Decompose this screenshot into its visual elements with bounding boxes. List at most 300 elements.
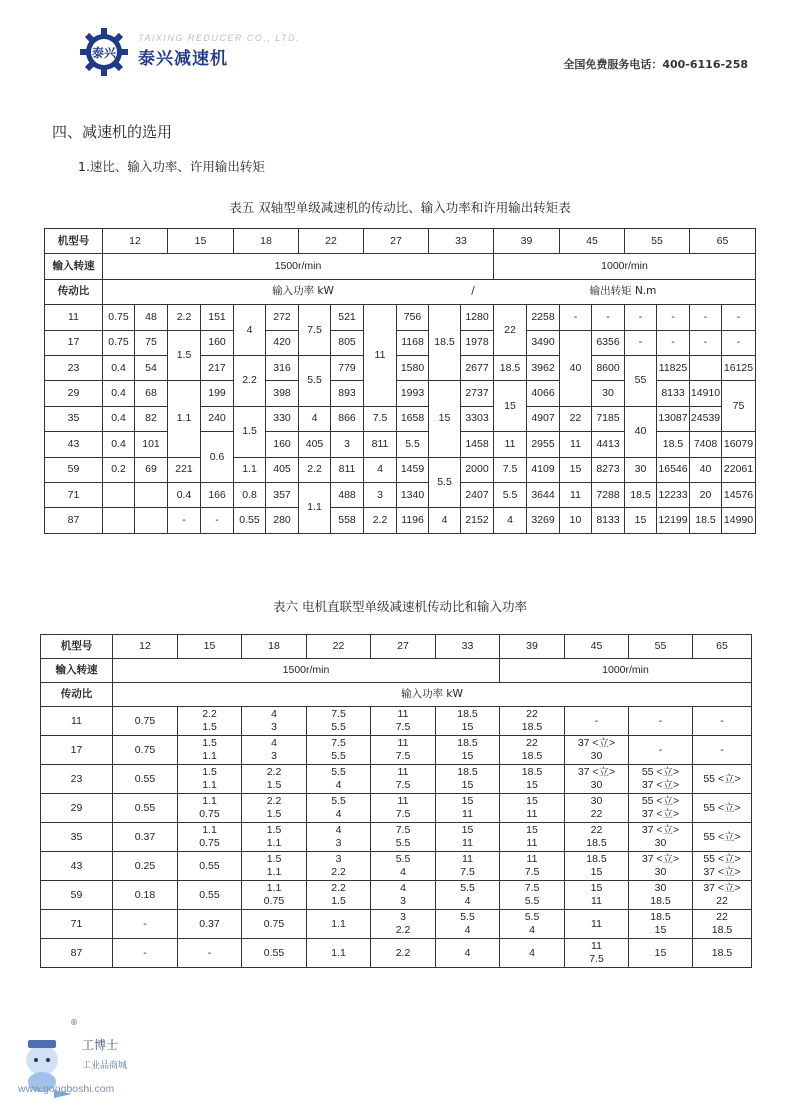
table5-torque-cell: 14576 bbox=[722, 482, 756, 507]
table6-power-cell bbox=[436, 939, 500, 968]
table6-power-value: 30 bbox=[654, 837, 667, 849]
table5-power-cell: 15 bbox=[494, 381, 527, 432]
table5-torque-cell: 488 bbox=[331, 482, 364, 507]
table5-torque-cell: 16546 bbox=[657, 457, 690, 482]
table6-power-value: 0.75 bbox=[134, 714, 156, 727]
table6-power-value: 5.5 bbox=[331, 721, 346, 733]
table6-power-cell bbox=[178, 939, 242, 968]
table6-power-cell bbox=[178, 910, 242, 939]
table6-power-cell bbox=[113, 939, 178, 968]
table6-power-cell bbox=[178, 765, 242, 794]
table5-torque-cell: - bbox=[722, 305, 756, 330]
table6-model-label: 机型号 bbox=[41, 635, 113, 659]
table6-power-value: 22 bbox=[716, 895, 728, 907]
table5-torque-cell: - bbox=[722, 330, 756, 355]
table6-power-cell bbox=[307, 852, 371, 881]
table5-model-header: 12 bbox=[103, 229, 168, 254]
table6-power-value: 7.5 bbox=[395, 750, 411, 762]
table5-power-cell: - bbox=[625, 330, 657, 355]
table6-power-value: 11 bbox=[526, 808, 538, 820]
table6-power-cell bbox=[693, 736, 752, 765]
table6-power-value: - bbox=[658, 743, 663, 756]
table6-power-cell bbox=[307, 939, 371, 968]
table5-torque-cell: 2407 bbox=[461, 482, 494, 507]
table5-power-cell: 22 bbox=[560, 406, 592, 431]
table6-power-value: 22 bbox=[590, 824, 603, 836]
table6-power-value: 5.5 bbox=[524, 895, 540, 907]
table5-power-cell: - bbox=[690, 305, 722, 330]
table6-power-value: 15 bbox=[654, 946, 667, 959]
table5-power-cell: 2.2 bbox=[364, 508, 397, 533]
table6-power-cell bbox=[500, 707, 565, 736]
table5-torque-cell: 4066 bbox=[527, 381, 560, 406]
table6-power-value: 0.55 bbox=[199, 859, 220, 872]
table5-torque-cell: 160 bbox=[266, 432, 299, 457]
table5-speed-1000: 1000r/min bbox=[494, 254, 756, 279]
table6-power-value: 5.5 bbox=[460, 911, 475, 923]
table5-model-header: 39 bbox=[494, 229, 560, 254]
table6-ratio-header-row bbox=[41, 683, 752, 707]
table6-power-cell bbox=[371, 910, 436, 939]
table6-power-value: 22 bbox=[590, 808, 603, 820]
table6-power-cell bbox=[436, 852, 500, 881]
brand-english-name: TAIXING REDUCER CO., LTD. bbox=[138, 33, 301, 43]
table5-torque-cell: 2677 bbox=[461, 355, 494, 380]
table6-power-value: 55 <立> bbox=[703, 830, 741, 843]
table5-torque-cell: 316 bbox=[266, 355, 299, 380]
table-row bbox=[41, 910, 752, 939]
table6-power-cell bbox=[371, 852, 436, 881]
table5-torque-cell: 199 bbox=[201, 381, 234, 406]
table5-power-cell bbox=[690, 355, 722, 380]
table6-model-header: 39 bbox=[500, 635, 565, 659]
table6-power-value: 5.5 bbox=[331, 766, 346, 778]
table5-power-cell: 40 bbox=[690, 457, 722, 482]
table6-power-value: 5.5 bbox=[460, 882, 475, 894]
table6-power-cell bbox=[693, 823, 752, 852]
table5-torque-cell: 811 bbox=[331, 457, 364, 482]
table6-power-value: 11 bbox=[397, 708, 409, 720]
table6-power-cell bbox=[629, 736, 693, 765]
table5-torque-cell: 756 bbox=[397, 305, 429, 330]
table6-power-value: 4 bbox=[400, 866, 406, 878]
table5-ratio-cell: 17 bbox=[45, 330, 103, 355]
table6-power-cell bbox=[500, 852, 565, 881]
table5-power-torque-header bbox=[103, 279, 756, 304]
table6-model-header: 27 bbox=[371, 635, 436, 659]
table5-power-cell: - bbox=[560, 305, 592, 330]
table6-power-cell bbox=[629, 794, 693, 823]
table6-power-value: 37 <立> bbox=[641, 824, 680, 836]
table6-power-cell bbox=[693, 939, 752, 968]
table6-power-value: 55 <立> bbox=[641, 766, 680, 778]
table5-slash: / bbox=[471, 285, 475, 298]
table6-power-value: 0.25 bbox=[134, 859, 156, 872]
table5-power-cell: 2.2 bbox=[299, 457, 331, 482]
table6-power-cell bbox=[113, 794, 178, 823]
table6-power-cell bbox=[436, 910, 500, 939]
table5-power-cell: 11 bbox=[364, 305, 397, 407]
table6-power-value: 1.5 bbox=[266, 824, 282, 836]
table6-power-value: 18.5 bbox=[457, 737, 478, 749]
table5-power-cell: 30 bbox=[592, 381, 625, 406]
table-row bbox=[41, 794, 752, 823]
table6-power-value: 7.5 bbox=[395, 824, 411, 836]
table6-power-value: 37 <立> bbox=[577, 737, 616, 749]
table6-power-cell bbox=[371, 765, 436, 794]
subsection-title: 1.速比、输入功率、许用输出转矩 bbox=[78, 159, 265, 174]
table-row bbox=[41, 823, 752, 852]
table5-torque-cell: 2258 bbox=[527, 305, 560, 330]
table6-power-value: 18.5 bbox=[586, 853, 607, 865]
table6-power-cell bbox=[371, 736, 436, 765]
table5-torque-cell: - bbox=[201, 508, 234, 533]
table6-power-value: 22 bbox=[716, 911, 728, 923]
table6-power-value: 15 bbox=[526, 824, 538, 836]
table5-power-cell: 0.4 bbox=[103, 406, 135, 431]
table5-power-cell: 55 bbox=[625, 355, 657, 406]
table6 bbox=[40, 634, 752, 968]
table5-torque-cell: 221 bbox=[168, 457, 201, 482]
table6-power-value: 1.5 bbox=[266, 808, 282, 820]
table-row bbox=[45, 305, 756, 330]
table6-power-value: 11 bbox=[462, 808, 473, 820]
table6-power-value: 37 <立> bbox=[641, 853, 680, 865]
table6-power-cell bbox=[629, 765, 693, 794]
table6-power-cell bbox=[113, 910, 178, 939]
table6-power-value: 37 <立> bbox=[703, 882, 741, 894]
table6-power-cell bbox=[436, 881, 500, 910]
table6-power-cell bbox=[500, 765, 565, 794]
table6-power-value: 3 bbox=[271, 750, 277, 762]
table5-caption: 表五 双轴型单级减速机的传动比、输入功率和许用输出转矩表 bbox=[229, 200, 571, 215]
table6-power-cell bbox=[178, 707, 242, 736]
table6-power-value: 15 bbox=[590, 882, 603, 894]
table6-ratio-cell: 23 bbox=[41, 765, 113, 794]
table6-speed-row bbox=[41, 659, 752, 683]
table5-torque-cell bbox=[135, 482, 168, 507]
table6-power-value: 18.5 bbox=[521, 766, 543, 778]
table5-torque-cell: 1993 bbox=[397, 381, 429, 406]
table6-power-cell bbox=[242, 881, 307, 910]
table6-power-value: 7.5 bbox=[524, 882, 540, 894]
table6-power-cell bbox=[307, 794, 371, 823]
table6-power-cell bbox=[371, 939, 436, 968]
table6-model-row bbox=[41, 635, 752, 659]
table6-power-value: 2.2 bbox=[331, 866, 346, 878]
table5-power-cell: 18.5 bbox=[494, 355, 527, 380]
table6-power-value: 15 bbox=[526, 779, 538, 791]
table6-power-value: 15 bbox=[461, 795, 474, 807]
table5-power-cell: 2.2 bbox=[168, 305, 201, 330]
table5-torque-cell: - bbox=[657, 330, 690, 355]
table5-model-row bbox=[45, 229, 756, 254]
table6-power-cell bbox=[307, 881, 371, 910]
table6-power-value: 4 bbox=[271, 737, 277, 749]
table6-power-value: 5.5 bbox=[331, 795, 346, 807]
table6-power-value: 0.37 bbox=[134, 830, 156, 843]
table5-torque-cell bbox=[135, 508, 168, 533]
table6-power-cell bbox=[629, 910, 693, 939]
table6-power-value: 0.75 bbox=[199, 837, 220, 849]
table5-ratio-cell: 71 bbox=[45, 482, 103, 507]
table6-power-cell bbox=[113, 852, 178, 881]
table6-power-cell bbox=[242, 794, 307, 823]
table6-power-value: 2.2 bbox=[266, 766, 282, 778]
table6-power-cell bbox=[436, 736, 500, 765]
table6-power-value: 1.5 bbox=[202, 766, 217, 778]
table6-power-value: 18.5 bbox=[521, 721, 543, 733]
table5-model-header: 65 bbox=[690, 229, 756, 254]
table5-power-cell: 0.55 bbox=[234, 508, 266, 533]
table5-torque-cell: 330 bbox=[266, 406, 299, 431]
table6-power-value: 1.1 bbox=[266, 837, 282, 849]
table6-power-value: 1.5 bbox=[202, 721, 217, 733]
table5-power-cell: 40 bbox=[625, 406, 657, 457]
table5-power-cell: - bbox=[690, 330, 722, 355]
table5-power-cell: 0.75 bbox=[103, 330, 135, 355]
table6-power-cell bbox=[242, 736, 307, 765]
table6-power-cell bbox=[371, 823, 436, 852]
table5-torque-cell: 779 bbox=[331, 355, 364, 380]
page-header bbox=[0, 0, 800, 90]
table5-torque-cell: 558 bbox=[331, 508, 364, 533]
table6-ratio-cell: 59 bbox=[41, 881, 113, 910]
table6-power-cell bbox=[565, 939, 629, 968]
table5-power-cell: 3 bbox=[364, 482, 397, 507]
table6-model-header: 65 bbox=[693, 635, 752, 659]
table5-ratio-cell: 87 bbox=[45, 508, 103, 533]
table6-power-cell bbox=[113, 765, 178, 794]
table5-torque-cell: 4109 bbox=[527, 457, 560, 482]
table6-power-value: 5.5 bbox=[524, 911, 540, 923]
table6-power-value: 7.5 bbox=[460, 866, 475, 878]
table6-power-value: 11 bbox=[526, 837, 538, 849]
table-row bbox=[41, 939, 752, 968]
watermark-sub: 工业品商城 bbox=[82, 1061, 128, 1071]
table5-power-cell bbox=[103, 482, 135, 507]
table5-power-cell: 2.2 bbox=[234, 355, 266, 406]
table5-torque-cell: - bbox=[592, 305, 625, 330]
table6-power-value: 2.2 bbox=[331, 882, 346, 894]
table5-power-cell: 0.4 bbox=[168, 482, 201, 507]
table6-power-cell bbox=[565, 881, 629, 910]
table6-power-cell bbox=[178, 881, 242, 910]
table6-power-cell bbox=[113, 736, 178, 765]
table5-torque-cell: 2955 bbox=[527, 432, 560, 457]
table-row bbox=[45, 508, 756, 533]
table6-power-cell bbox=[693, 707, 752, 736]
table5-torque-cell: 1196 bbox=[397, 508, 429, 533]
table5-torque-cell: 1168 bbox=[397, 330, 429, 355]
table5-torque-cell: 521 bbox=[331, 305, 364, 330]
table6-power-cell bbox=[242, 939, 307, 968]
table5-torque-cell: 280 bbox=[266, 508, 299, 533]
table6-power-value: 1.1 bbox=[266, 866, 282, 878]
table5-torque-cell: 82 bbox=[135, 406, 168, 431]
table6-power-value: 4 bbox=[335, 779, 342, 791]
table6-power-value: 30 bbox=[590, 795, 603, 807]
table5-model-header: 18 bbox=[234, 229, 299, 254]
table6-power-value: - bbox=[720, 714, 724, 727]
table5-torque-cell: 7288 bbox=[592, 482, 625, 507]
table6-power-value: 18.5 bbox=[711, 924, 733, 936]
table5-power-cell: 1.1 bbox=[299, 482, 331, 533]
table6-power-value: 2.2 bbox=[202, 708, 217, 720]
table6-power-value: 30 bbox=[590, 750, 603, 762]
table6-power-value: 1.1 bbox=[266, 882, 282, 894]
table5-torque-cell: 1458 bbox=[461, 432, 494, 457]
table5-power-cell: 0.4 bbox=[103, 355, 135, 380]
table6-power-value: 0.75 bbox=[134, 743, 156, 756]
table5-ratio-label: 传动比 bbox=[45, 279, 103, 304]
table6-power-value: 18.5 bbox=[457, 708, 478, 720]
table6-power-value: 3 bbox=[271, 721, 277, 733]
table5-torque-cell: 272 bbox=[266, 305, 299, 330]
table5-power-cell: - bbox=[168, 508, 201, 533]
table5-torque-cell: 11825 bbox=[657, 355, 690, 380]
table6-power-value: 3 bbox=[335, 853, 342, 865]
table5-torque-cell: 1340 bbox=[397, 482, 429, 507]
table5-torque-cell: 13087 bbox=[657, 406, 690, 431]
table6-power-value: 5.5 bbox=[395, 853, 411, 865]
table5-torque-cell: - bbox=[657, 305, 690, 330]
table6-power-value: - bbox=[143, 917, 147, 930]
table5-torque-cell: 3269 bbox=[527, 508, 560, 533]
table6-power-cell bbox=[500, 736, 565, 765]
table5-power-cell: 4 bbox=[494, 508, 527, 533]
table6-ratio-cell: 17 bbox=[41, 736, 113, 765]
table6-power-value: 18.5 bbox=[650, 911, 671, 923]
table5-power-cell: 15 bbox=[429, 381, 461, 457]
table5-torque-cell: 7185 bbox=[592, 406, 625, 431]
table6-power-value: 0.37 bbox=[199, 917, 220, 930]
table6-power-cell bbox=[565, 852, 629, 881]
table5-torque-cell: 2737 bbox=[461, 381, 494, 406]
table6-power-value: 0.18 bbox=[134, 888, 156, 901]
table5-power-cell: 0.6 bbox=[201, 432, 234, 483]
table5-model-header: 27 bbox=[364, 229, 429, 254]
table5-power-cell: - bbox=[625, 305, 657, 330]
table5-power-cell: 11 bbox=[560, 432, 592, 457]
table6-power-value: 37 <立> bbox=[641, 808, 680, 820]
table6-power-value: 1.5 bbox=[202, 737, 217, 749]
table6-power-cell bbox=[629, 823, 693, 852]
table5-torque-cell: 893 bbox=[331, 381, 364, 406]
table-row bbox=[41, 736, 752, 765]
table6-power-cell bbox=[629, 881, 693, 910]
table6-model-header: 33 bbox=[436, 635, 500, 659]
table5-power-cell: 11 bbox=[494, 432, 527, 457]
table5-power-cell: 5.5 bbox=[397, 432, 429, 457]
table5-power-cell: 0.2 bbox=[103, 457, 135, 482]
table6-power-value: 0.55 bbox=[199, 888, 220, 901]
table6-power-value: 4 bbox=[529, 924, 535, 936]
table5-power-cell: 0.4 bbox=[103, 381, 135, 406]
table6-power-value: 18.5 bbox=[586, 837, 607, 849]
table5-torque-cell: 75 bbox=[135, 330, 168, 355]
table6-power-value: - bbox=[594, 714, 599, 727]
table6-power-value: 7.5 bbox=[395, 721, 411, 733]
table5-ratio-cell: 11 bbox=[45, 305, 103, 330]
table5-power-cell: 4 bbox=[429, 508, 461, 533]
table5-model-header: 55 bbox=[625, 229, 690, 254]
table6-power-cell bbox=[565, 707, 629, 736]
table6-power-value: 18.5 bbox=[650, 895, 671, 907]
section-title: 四、减速机的选用 bbox=[52, 123, 173, 141]
table5-model-label: 机型号 bbox=[45, 229, 103, 254]
table6-power-cell bbox=[436, 823, 500, 852]
table6-power-cell bbox=[693, 881, 752, 910]
table5-power-cell: 15 bbox=[560, 457, 592, 482]
table6-power-value: 11 bbox=[591, 917, 602, 930]
table6-power-value: 1.1 bbox=[331, 946, 346, 959]
table5-power-cell: 0.8 bbox=[234, 482, 266, 507]
table6-power-cell bbox=[307, 910, 371, 939]
table6-power-value: 4 bbox=[335, 824, 342, 836]
gear-logo-icon bbox=[78, 26, 130, 78]
table6-power-cell bbox=[693, 852, 752, 881]
table6-power-value: 55 <立> bbox=[703, 801, 741, 814]
table6-power-value: 1.1 bbox=[202, 750, 217, 762]
table6-power-cell bbox=[436, 707, 500, 736]
table5-model-header: 45 bbox=[560, 229, 625, 254]
table5-power-cell: 20 bbox=[690, 482, 722, 507]
table5-torque-cell: 54 bbox=[135, 355, 168, 380]
table6-power-value: 11 bbox=[397, 795, 409, 807]
table-row bbox=[45, 330, 756, 355]
table5-torque-cell: 7408 bbox=[690, 432, 722, 457]
table6-power-cell bbox=[307, 707, 371, 736]
table5-power-cell: 1.1 bbox=[234, 457, 266, 482]
table6-power-value: 15 bbox=[654, 924, 667, 936]
table6-power-cell bbox=[500, 910, 565, 939]
table5-power-cell: 30 bbox=[625, 457, 657, 482]
table6-power-value: - bbox=[720, 743, 724, 756]
table5-torque-cell: 101 bbox=[135, 432, 168, 457]
table5-model-header: 15 bbox=[168, 229, 234, 254]
table6-power-value: 4 bbox=[271, 708, 277, 720]
table5-torque-cell: 14990 bbox=[722, 508, 756, 533]
table5-power-cell: 15 bbox=[625, 508, 657, 533]
table6-power-value: 3 bbox=[400, 895, 406, 907]
table5-torque-cell: 22061 bbox=[722, 457, 756, 482]
table6-speed-1500: 1500r/min bbox=[113, 659, 500, 683]
table5-power-cell: 1.5 bbox=[168, 330, 201, 381]
table6-power-value: 5.5 bbox=[395, 837, 411, 849]
table5-speed-row bbox=[45, 254, 756, 279]
table6-power-cell bbox=[371, 881, 436, 910]
table6-power-cell bbox=[629, 939, 693, 968]
table6-power-cell bbox=[178, 852, 242, 881]
table5-torque-cell: 4413 bbox=[592, 432, 625, 457]
registered-mark: ® bbox=[70, 1018, 78, 1027]
table6-power-value: 4 bbox=[335, 808, 342, 820]
table6-power-cell bbox=[307, 736, 371, 765]
table6-power-value: 22 bbox=[526, 737, 538, 749]
table5-torque-label: 输出转矩 N.m bbox=[589, 285, 657, 298]
table5-torque-cell: 405 bbox=[266, 457, 299, 482]
table5-torque-cell: 3303 bbox=[461, 406, 494, 431]
table6-power-value: 0.75 bbox=[263, 917, 285, 930]
table6-model-header: 15 bbox=[178, 635, 242, 659]
table5-torque-cell: 1280 bbox=[461, 305, 494, 330]
table6-power-value: 15 bbox=[590, 866, 603, 878]
table6-ratio-cell: 11 bbox=[41, 707, 113, 736]
table6-power-label: 输入功率 kW bbox=[113, 683, 752, 707]
table6-power-cell bbox=[500, 794, 565, 823]
table6-power-value: 55 <立> bbox=[641, 795, 680, 807]
